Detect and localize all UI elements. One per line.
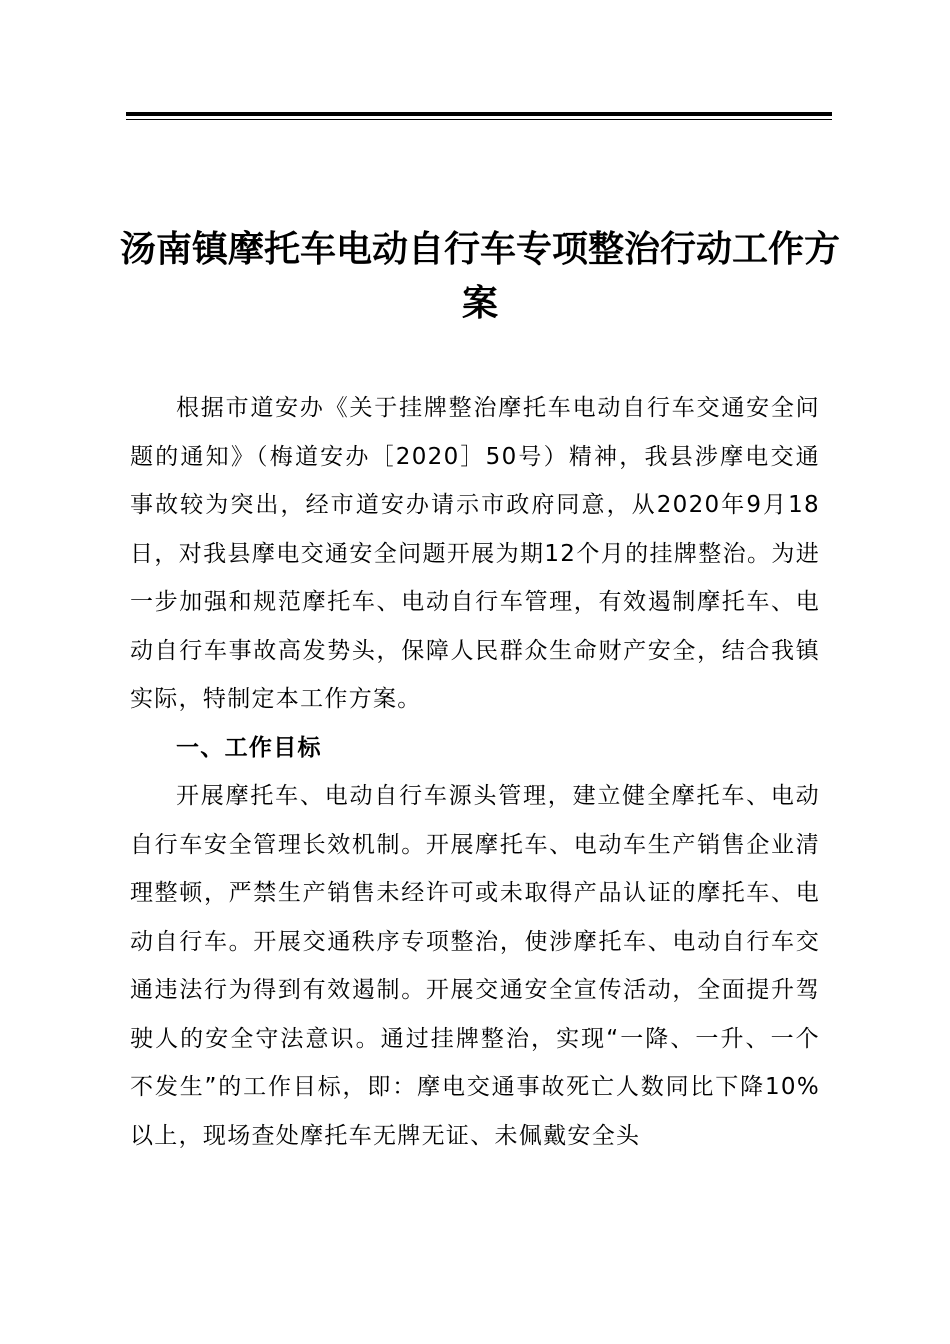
header-double-rule-thin — [126, 119, 832, 120]
intro-paragraph: 根据市道安办《关于挂牌整治摩托车电动自行车交通安全问题的通知》（梅道安办［2020］50号）精神，我县涉摩电交通事故较为突出，经市道安办请示市政府同意，从2020年9月18日，对我县摩电交通安全问题开展为期12个月的挂牌整治。为进一步加强和规范摩托车、电动自行车管理，有效遏制摩托车、电动自行车事故高发势头，保障人民群众生命财产安全，结合我镇实际，特制定本工作方案。 — [130, 395, 820, 712]
section-heading-work-goals: 一、工作目标 — [176, 734, 322, 761]
document-body — [130, 384, 820, 1160]
document-title: 汤南镇摩托车电动自行车专项整治行动工作方案 — [119, 228, 840, 324]
work-goals-paragraph: 开展摩托车、电动自行车源头管理，建立健全摩托车、电动自行车安全管理长效机制。开展摩托车、电动车生产销售企业清理整顿，严禁生产销售未经许可或未取得产品认证的摩托车、电动自行车。开展交通秩序专项整治，使涉摩托车、电动自行车交通违法行为得到有效遏制。开展交通安全宣传活动，全面提升驾驶人的安全守法意识。通过挂牌整治，实现“一降、一升、一个不发生”的工作目标，即：摩电交通事故死亡人数同比下降10%以上，现场查处摩托车无牌无证、未佩戴安全头 — [130, 783, 820, 1149]
header-double-rule-thick — [126, 112, 832, 116]
